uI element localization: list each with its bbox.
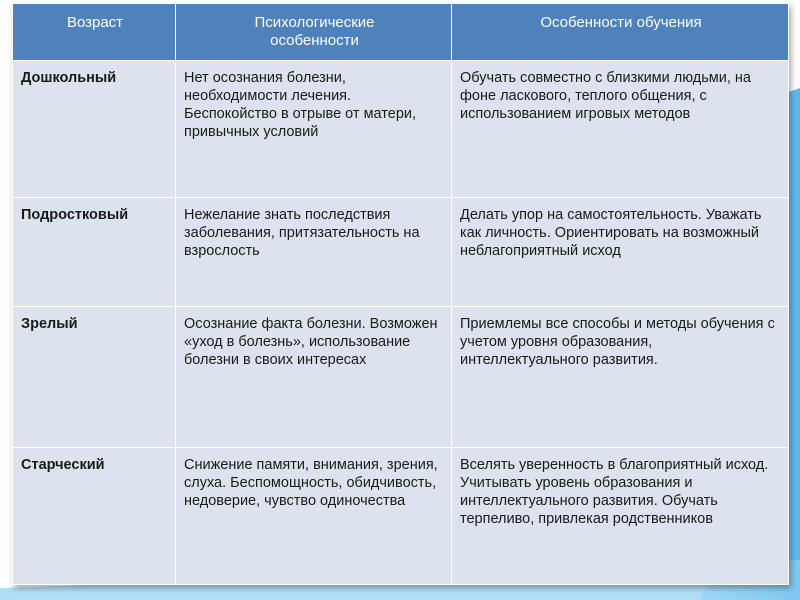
cell-learning: Делать упор на самостоятельность. Уважать как личность. Ориентировать на возможный неблагоприятный исход (452, 198, 789, 307)
cell-age: Дошкольный (13, 61, 176, 198)
table-row (13, 198, 789, 307)
header-age: Возраст (13, 4, 176, 61)
cell-age: Старческий (13, 448, 176, 585)
cell-psych: Снижение памяти, внимания, зрения, слуха. Беспомощность, обидчивость, недоверие, чувство одиночества (176, 448, 452, 585)
cell-learning: Вселять уверенность в благоприятный исход. Учитывать уровень образования и интеллектуального развития. Обучать терпеливо, привлекая родственников (452, 448, 789, 585)
table-row (13, 307, 789, 448)
age-learning-table (12, 3, 789, 585)
cell-psych: Нет осознания болезни, необходимости лечения. Беспокойство в отрыве от матери, привычных условий (176, 61, 452, 198)
cell-psych: Осознание факта болезни. Возможен «уход в болезнь», использование болезни в своих интересах (176, 307, 452, 448)
table-row (13, 61, 789, 198)
header-learning: Особенности обучения (452, 4, 789, 61)
cell-age: Зрелый (13, 307, 176, 448)
table-header-row (13, 4, 789, 61)
table-row (13, 448, 789, 585)
cell-age: Подростковый (13, 198, 176, 307)
cell-psych: Нежелание знать последствия заболевания, притязательность на взрослость (176, 198, 452, 307)
cell-learning: Обучать совместно с близкими людьми, на фоне ласкового, теплого общения, с использованием игровых методов (452, 61, 789, 198)
header-psych: Психологические особенности (176, 4, 452, 61)
cell-learning: Приемлемы все способы и методы обучения с учетом уровня образования, интеллектуального развития. (452, 307, 789, 448)
